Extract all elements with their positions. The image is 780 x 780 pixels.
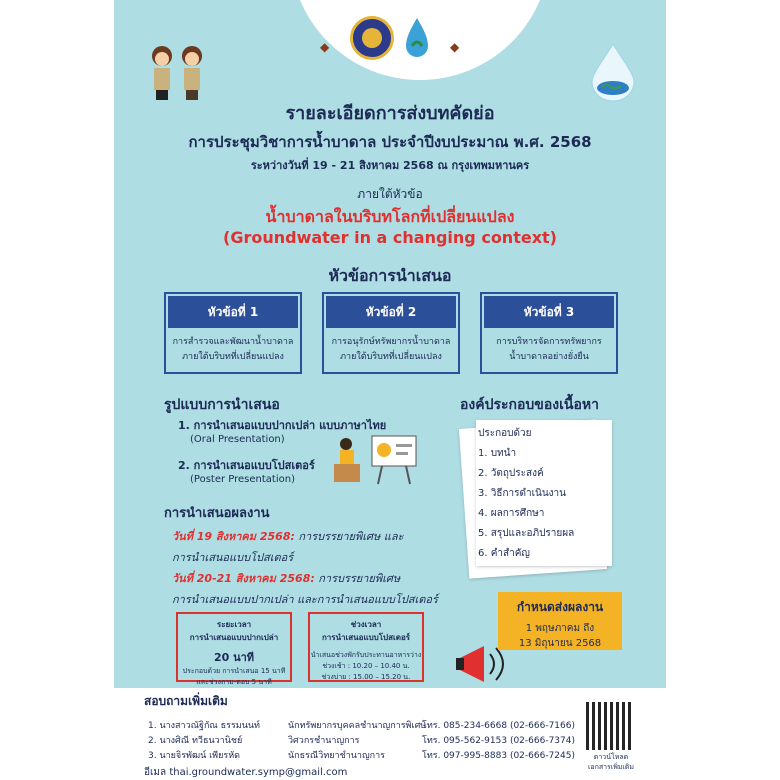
- component-item: 1. บทนำ: [478, 448, 517, 459]
- schedule-day2: [172, 569, 400, 587]
- poster-box-detail1: นำเสนอช่วงพักรับประทานอาหารว่าง: [310, 651, 422, 659]
- contact-heading: สอบถามเพิ่มเติม: [144, 694, 228, 708]
- contact-phone: โทร. 085-234-6668 (02-666-7166): [422, 721, 575, 731]
- schedule-day1-text: การบรรยายพิเศษ และ: [298, 530, 404, 543]
- theme-english: (Groundwater in a changing context): [223, 228, 557, 247]
- contact-name: 2. นางศิณี ทวีธนวานิชย์: [148, 736, 243, 746]
- deadline-line2: 13 มิถุนายน 2568: [518, 638, 602, 649]
- topic-card-2: [322, 292, 460, 374]
- topic-line: ภายใต้บริบทที่เปลี่ยนแปลง: [340, 352, 442, 362]
- topic-title: หัวข้อที่ 2: [326, 296, 456, 328]
- format-item-2: 2. การนำเสนอแบบโปสเตอร์: [178, 459, 315, 472]
- poster-box-detail3: ช่วงบ่าย : 15.00 – 15.20 น.: [321, 673, 411, 681]
- component-item: 6. คำสำคัญ: [478, 548, 530, 559]
- contact-email[interactable]: อีเมล thai.groundwater.symp@gmail.com: [144, 767, 348, 778]
- oral-box-title2: การนำเสนอแบบปากเปล่า: [189, 633, 279, 642]
- topic-line: น้ำบาดาลอย่างยั่งยืน: [509, 352, 589, 362]
- schedule-day2-text2: การนำเสนอแบบปากเปล่า และการนำเสนอแบบโปสเตอร์: [172, 593, 438, 606]
- topic-line: การสำรวจและพัฒนาน้ำบาดาล: [172, 337, 294, 347]
- poster-box-detail2: ช่วงเช้า : 10.20 – 10.40 น.: [322, 662, 410, 670]
- page-subtitle: การประชุมวิชาการน้ำบาดาล ประจำปีงบประมาณ พ.ศ. 2568: [188, 133, 592, 151]
- groundwater-drop-logo: [402, 16, 432, 60]
- topics-heading: หัวข้อการนำเสนอ: [328, 266, 452, 285]
- page-title: รายละเอียดการส่งบทคัดย่อ: [285, 103, 495, 124]
- topic-line: การอนุรักษ์ทรัพยากรน้ำบาดาล: [331, 337, 451, 347]
- contact-phone: โทร. 095-562-9153 (02-666-7374): [422, 736, 575, 746]
- components-list: [478, 424, 574, 564]
- oral-box-title1: ระยะเวลา: [216, 620, 252, 629]
- components-heading: องค์ประกอบของเนื้อหา: [460, 397, 599, 413]
- contact-role: วิศวกรชำนาญการ: [288, 736, 360, 746]
- component-item: 5. สรุปและอภิปรายผล: [478, 528, 575, 539]
- qr-label-2: เอกสารเพิ่มเติม: [588, 763, 634, 771]
- deadline-line1: 1 พฤษภาคม ถึง: [525, 623, 595, 634]
- topic-card-1: [164, 292, 302, 374]
- format-item-1: 1. การนำเสนอแบบปากเปล่า แบบภาษาไทย: [178, 419, 387, 432]
- oral-duration-box: [176, 612, 292, 686]
- contact-role: นักธรณีวิทยาชำนาญการ: [288, 751, 385, 761]
- qr-code[interactable]: [586, 702, 634, 750]
- department-seal-logo: [350, 16, 394, 60]
- component-item: 2. วัตถุประสงค์: [478, 468, 544, 479]
- format-item-1-en: (Oral Presentation): [190, 434, 285, 445]
- poster-box-title2: การนำเสนอแบบโปสเตอร์: [321, 633, 411, 642]
- topic-line: ภายใต้บริบทที่เปลี่ยนแปลง: [182, 352, 284, 362]
- schedule-heading: การนำเสนอผลงาน: [164, 506, 270, 521]
- schedule-day1: [172, 527, 403, 545]
- poster-time-box: [308, 612, 424, 682]
- water-drop-globe-icon: [584, 42, 642, 102]
- event-date-line: ระหว่างวันที่ 19 - 21 สิงหาคม 2568 ณ กรุงเทพมหานคร: [250, 159, 530, 172]
- oral-box-detail1: ประกอบด้วย การนำเสนอ 15 นาที: [182, 667, 286, 675]
- diamond-ornament-left: ◆: [320, 40, 330, 54]
- contact-role: นักทรัพยากรบุคคลชำนาญการพิเศษ: [288, 721, 427, 731]
- diamond-ornament-right: ◆: [450, 40, 460, 54]
- schedule-day2-date: วันที่ 20-21 สิงหาคม 2568:: [172, 572, 315, 585]
- topic-title: หัวข้อที่ 1: [168, 296, 298, 328]
- presenter-illustration: [332, 432, 418, 486]
- contact-phone: โทร. 097-995-8883 (02-666-7245): [422, 751, 575, 761]
- schedule-day1-date: วันที่ 19 สิงหาคม 2568:: [172, 530, 295, 543]
- kids-illustration: [144, 42, 214, 102]
- format-heading: รูปแบบการนำเสนอ: [164, 397, 280, 413]
- theme-thai: น้ำบาดาลในบริบทโลกที่เปลี่ยนแปลง: [265, 207, 515, 226]
- qr-label-1: ดาวน์โหลด: [593, 753, 629, 761]
- poster-box-title1: ช่วงเวลา: [350, 620, 382, 629]
- schedule-day1-text2: การนำเสนอแบบโปสเตอร์: [172, 551, 294, 564]
- component-item: 4. ผลการศึกษา: [478, 508, 545, 519]
- poster: [114, 0, 666, 780]
- deadline-title: กำหนดส่งผลงาน: [516, 600, 604, 614]
- oral-box-duration: 20 นาที: [213, 651, 255, 664]
- components-intro: ประกอบด้วย: [478, 428, 532, 439]
- theme-label: ภายใต้หัวข้อ: [357, 187, 423, 201]
- contact-name: 3. นายจิรพัฒน์ เพียรหัด: [148, 751, 241, 761]
- topic-card-3: [480, 292, 618, 374]
- component-item: 3. วิธีการดำเนินงาน: [478, 488, 567, 499]
- topic-title: หัวข้อที่ 3: [484, 296, 614, 328]
- deadline-box: [498, 592, 622, 650]
- contact-name: 1. นางสาวณัฐิกัณ ธรรมนนท์: [148, 721, 260, 731]
- topic-line: การบริหารจัดการทรัพยากร: [496, 337, 602, 347]
- schedule-day2-text: การบรรยายพิเศษ: [318, 572, 401, 585]
- format-item-2-en: (Poster Presentation): [190, 474, 295, 485]
- oral-box-detail2: และช่วงถาม-ตอบ 5 นาที: [196, 678, 272, 686]
